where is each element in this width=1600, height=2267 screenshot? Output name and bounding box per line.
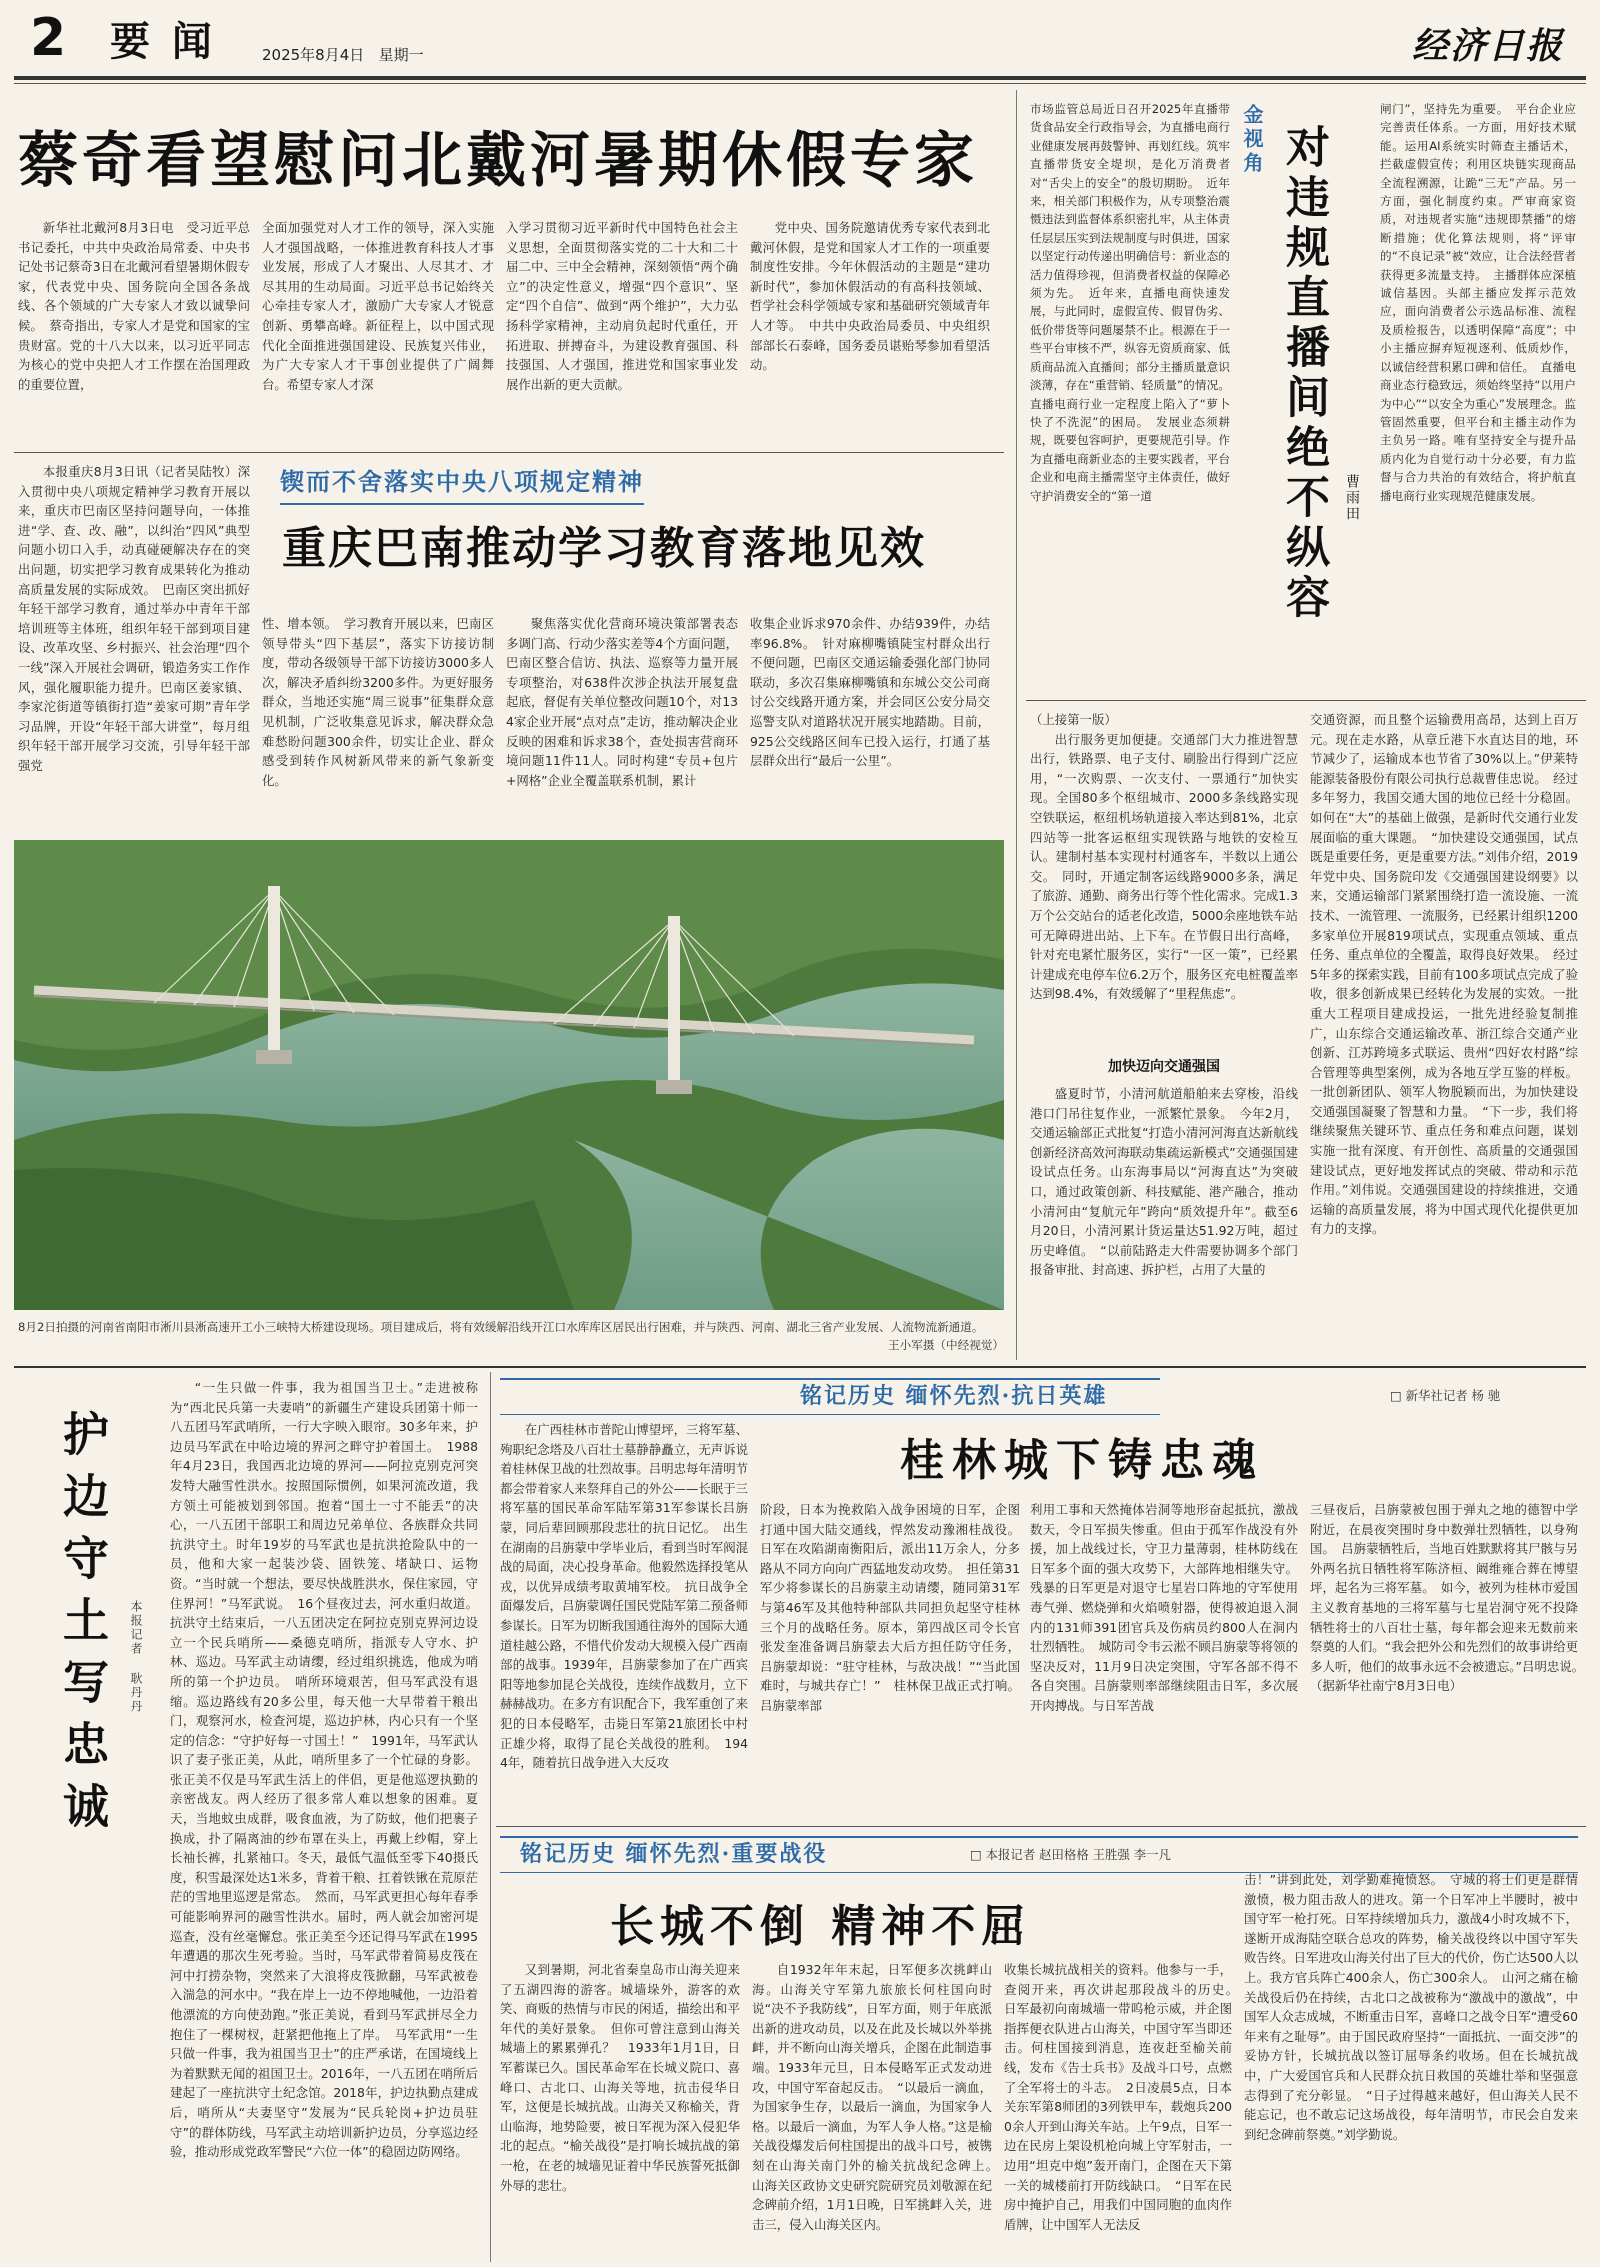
greatwall-col-1: 又到暑期，河北省秦皇岛市山海关迎来了五湖四海的游客。城墙垛外，游客的欢笑、商贩的热情与市民的闲适，描绘出和平年代的美好景象。 但你可曾注意到山海关城墙上的累累弹孔？ 1933年1月1日，日军蓄谋已久。国民革命军在长城义院口、喜峰口、古北口、山海关等地，抗击侵华日军，这便是长城抗战。山海关又称榆关，背山临海，地势险要，被日军视为深入侵犯华北的起点。“榆关战役”是打响长城抗战的第一枪，在老的城墙见证着中华民族誓死抵御外辱的悲壮。 xyxy=(500,1962,740,2193)
greatwall-col-4: 击！”讲到此处，刘学勤难掩愤怒。 守城的将士们更是群情激愤，极力阻击敌人的进攻。第一个日军冲上半腰时，被中国守军一枪打死。日军持续增加兵力，激战4小时攻城不下，遂断开成海陆空联合总攻的阵势，榆关战役终以中国守军失败告终。日军进攻山海关付出了巨大的代价，伤亡达500人以上。我方官兵阵亡400余人，伤亡300余人。 山河之痛在榆关战役后仍在持续，古北口之战被称为“激战中的激战”，中国军人众志成城，不断重击日军，喜峰口之战令日军“遭受60年来有之耻辱”。由于国民政府坚持“一面抵抗、一面交涉”的妥协方针，长城抗战以签订屈辱条约收场。但在长城抗战中，广大爱国官兵和人民群众抗日救国的英雄壮举和坚强意志得到了充分彰显。 “日子过得越来越好，但山海关人民不能忘记，也不敢忘记这场战役，每年清明节，市民会自发来到纪念碑前祭奠。”刘学勤说。 xyxy=(1244,1872,1578,2142)
chongqing-col-4: 收集企业诉求970余件、办结939件，办结率96.8%。 针对麻柳嘴镇陡宝村群众出行不便问题，巴南区交通运输委强化部门协同联动，多次召集麻柳嘴镇和东城公交公司商讨公交线路开通方案，并会同区公安分局交巡警支队对道路状况开展实地踏勘。目前，925公交线路区间车已投入运行，打通了基层群众出行“最后一公里”。 xyxy=(750,616,990,769)
chongqing-col-2: 性、增本领。 学习教育开展以来，巴南区领导带头“四下基层”，落实下访接访制度，带动各级领导干部下访接访3000多人次，解决矛盾纠纷3200多件。为更好服务群众，当地还实施“周三说事”征集群众意见机制，广泛收集意见诉求，解决群众急难愁盼问题300余件，切实让企业、群众感受到转作风树新风带来的新气象新变化。 xyxy=(262,616,494,788)
transport-col-1b: 盛夏时节，小清河航道船舶来去穿梭，沿线港口门吊往复作业，一派繁忙景象。 今年2月，交通运输部正式批复“打造小清河河海直达新航线 创新经济高效河海联动集疏运新模式”交通强国建设试点任务。山东海事局以“河海直达”为突破口，通过政策创新、科技赋能、港产融合，推动小清河由“复航元年”跨向“质效提升年”。截至6月20日，小清河累计货运量达51.92万吨，超过历史峰值。 “以前陆路走大件需要协调多个部门报备审批、封高速、拆护栏，占用了大量的 xyxy=(1030,1086,1298,1278)
bridge-photo xyxy=(14,840,1004,1310)
guilin-col-2: 阶段，日本为挽救陷入战争困境的日军，企图打通中国大陆交通线，悍然发动豫湘桂战役。日军在攻陷湖南衡阳后，派出11万余人，分多路从不同方向向广西猛地发动攻势。 担任第31军少将参谋长的吕旃蒙主动请缨，随同第31军与第46军及其他特种部队共同担负起坚守桂林三个月的战略任务。原本，第四战区司令长官张发奎准备调吕旃蒙去大后方担任防守任务，吕旃蒙却说：“驻守桂林，与敌决战！”“当此国难时，与城共存亡！” 桂林保卫战正式打响。吕旃蒙率部 xyxy=(760,1502,1020,1713)
greatwall-col-3: 收集长城抗战相关的资料。他参与一手，查阅开来，再次讲起那段战斗的历史。 日军最初向南城墙一带呜枪示威，并企图指挥便衣队进占山海关，中国守军当即还击。何柱国接到消息，连夜赶至榆关前线，发布《告士兵书》及战斗口号，点燃了全军将士的斗志。 2日凌晨5点，日本关东军第8师团的3列铁甲车，载炮兵2000余人开到山海关车站。上午9点，日军一边在民房上架设机枪向城上守军射击，一边用“坦克中炮”轰开南门，企图在天下第一关的城楼前打开防线缺口。 “日军在民房中掩护自己，用我们中国同胞的血肉作盾牌，让中国军人无法反 xyxy=(1004,1962,1245,2232)
chongqing-kicker: 锲而不舍落实中央八项规定精神 xyxy=(280,462,644,505)
guilin-col-3: 利用工事和天然掩体岩洞等地形奋起抵抗，激战数天，令日军损失惨重。但由于孤军作战没有外援，加上战线过长，守卫力量薄弱，桂林防线在日军多个面的强大攻势下，大部阵地相继失守。残暴的日军更是对退守七星岩口阵地的守军使用毒气弹、燃烧弹和火焰喷射器，使得被迫退入洞内的131师391团官兵及伤病员约800人在洞内壮烈牺牲。 城防司令韦云淞不顾吕旃蒙等将领的坚决反对，11月9日决定突围，守军各部不得不各自突围。吕旃蒙则率部继续阻击日军，多次展开肉搏战。与日军苦战 xyxy=(1030,1502,1298,1713)
greatwall-kicker-box xyxy=(500,1836,1578,1873)
transport-subhead: 加快迈向交通强国 xyxy=(1108,1059,1220,1075)
lead-headline: 蔡奇看望慰问北戴河暑期休假专家 xyxy=(18,126,978,196)
lead-col-4: 党中央、国务院邀请优秀专家代表到北戴河休假，是党和国家人才工作的一项重要制度性安排。今年休假活动的主题是“建功新时代”，参加休假活动的有高科技领域、哲学社会科学领域专家和基础研究领域青年人才等。 中共中央政治局委员、中央组织部部长石泰峰，国务委员谌贻琴参加看望活动。 xyxy=(750,220,990,373)
date: 2025年8月4日 xyxy=(262,46,365,64)
continued-label: （上接第一版） xyxy=(1030,712,1117,727)
guilin-byline: □ 新华社记者 杨 驰 xyxy=(1390,1388,1501,1403)
guilin-col-1: 在广西桂林市普陀山博望坪，三将军墓、殉职纪念塔及八百壮士墓静静矗立，无声诉说着桂林保卫战的壮烈故事。吕明忠每年清明节都会带着家人来祭拜自己的外公——长眠于三将军墓的国民革命军陆军第31军参谋长吕旃蒙，同后辈回顾那段悲壮的抗日记忆。 出生在湖南的吕旃蒙中学毕业后，看到当时军阀混战的局面，决心投身革命。他毅然选择投笔从戎，以优异成绩考取黄埔军校。 抗日战争全面爆发后，吕旃蒙调任国民党陆军第二预备师参谋长。日军为切断我国通往海外的国际大通道桂越公路，不惜代价发动大规模入侵广西南部的战事。1939年，吕旃蒙参加了在广西宾阳等地参加昆仑关战役，连续作战数月，立下赫赫战功。在多方有识配合下，我军重创了来犯的日本侵略军，击毙日军第21旅团长中村正雄少将，取得了昆仑关战役的胜利。 1944年，随着抗日战争进入大反攻 xyxy=(500,1422,748,1771)
border-reporter xyxy=(128,1600,145,1714)
photo-caption xyxy=(18,1318,1004,1358)
masthead-rule xyxy=(14,76,1586,80)
chongqing-headline: 重庆巴南推动学习教育落地见效 xyxy=(282,523,926,574)
page-number: 2 xyxy=(30,8,67,68)
guilin-kicker-box xyxy=(500,1378,1160,1415)
issue-date xyxy=(262,44,424,65)
commentary-headline: 对违规直播间绝不纵容 xyxy=(1278,124,1329,624)
guilin-col-4: 三昼夜后，吕旃蒙被包围于弹丸之地的德智中学附近，在晨夜突围时身中数弹壮烈牺牲，以身殉国。 吕旃蒙牺牲后，当地百姓默默将其尸骸与另外两名抗日牺牲将军陈济桓、阚维雍合葬在博望坪，起名为三将军墓。 如今，被列为桂林市爱国主义教育基地的三将军墓与七星岩洞守死不投降牺牲将士的八百壮士墓，每年都会迎来无数前来祭奠的人们。“我会把外公和先烈们的故事讲给更多人听，他们的故事永远不会被遗忘。”吕明忠说。 （据新华社南宁8月3日电） xyxy=(1310,1502,1591,1694)
photo-credit: 王小军摄（中经视觉） xyxy=(888,1338,1004,1352)
bridge-illustration xyxy=(14,840,1004,1310)
reporter-label: 本报记者 xyxy=(129,1600,143,1656)
commentary-col-1: 市场监管总局近日召开2025年直播带货食品安全行政指导会，为直播电商行业健康发展再鼓警钟、再划红线。筑牢直播带货安全堤坝，是化万消费者对“舌尖上的安全”的殷切期盼。 近年来，相关部门积极作为，从专项整治震慑违法到监督体系织密扎牢，从主体责任层层压实到法规制度与时俱进，国家以坚定行动传递出明确信号：新业态的活力值得珍视，但消费者权益的保障必须为先。 近年来，直播电商快速发展，与此同时，虚假宣传、假冒伪劣、低价带货等问题屡禁不止。根源在于一些平台审核不严，纵容无资质商家、低质商品流入直播间；部分主播质量意识淡薄，存在“重营销、轻质量”的情况。直播电商行业一定程度上陷入了“萝卜快了不洗泥”的困局。 发展业态须耕规，既要包容呵护，更要规范引导。作为直播电商新业态的主要实践者，平台企业和电商主播需坚守主体责任，做好守护消费安全的“第一道 xyxy=(1030,102,1230,503)
commentary-col-2: 闸门”，坚持先为重要。 平台企业应完善责任体系。一方面，用好技术赋能。运用AI系统实时筛查主播话术，拦截虚假宣传；利用区块链实现商品全流程溯源，让跪“三无”产品。另一方面，强化制度约束。严审商家资质，对违规者实施“违规即禁播”的熔断措施；优化算法规则，将“评审的“不良记录”被“效应，让合法经营者获得更多流量支持。 主播群体应深植诚信基因。头部主播应发挥示范效应，面向消费者公示选品标准、流程及质检报告，以透明保障“高度”；中小主播应摒弃短视逐利、低质炒作，以诚信经营积累口碑和信任。 直播电商业态行稳致远，须始终坚持“以用户为中心”“以安全为重心”发展理念。监管固然重要，但平台和主播主动作为主负另一路。唯有坚持安全与提升品质内化为自觉行动十分必要，有力监督与合力共治的有效结合，将护航直播电商行业实现规范健康发展。 xyxy=(1380,102,1576,503)
transport-col-2: 交通资源，而且整个运输费用高昂，达到上百万元。现在走水路，从章丘港下水直达目的地，环节减少了，运输成本也节省了30%以上。”伊莱特能源装备股份有限公司执行总裁曹佳忠说。 经过多年努力，我国交通大国的地位已经十分稳固。如何在“大”的基础上做强，是新时代交通行业发展面临的重大课题。 “加快建设交通强国，试点既是重要任务，更是重要方法。”刘伟介绍，2019年党中央、国务院印发《交通强国建设纲要》以来，交通运输部门紧紧围绕打造一流设施、一流技术、一流管理、一流服务，已经累计组织1200多家单位开展819项试点，实现重点领域、重点任务、重点单位的全覆盖，取得良好效果。 经过5年多的探索实践，目前有100多项试点完成了验收，很多创新成果已经转化为发展的实效。一批重大工程项目建成投运，一批先进经验复制推广，山东综合交通运输改革、浙江综合交通产业创新、江苏跨境多式联运、贵州“四好农村路”综合管理等典型案例，成为各地互学互鉴的样板。一批创新团队、领军人物脱颖而出，为加快建设交通强国凝聚了智慧和力量。 “下一步，我们将继续聚焦关键环节、重点任务和难点问题，谋划实施一批有深度、有开创性、高质量的交通强国建设试点，更好地发挥试点的突破、带动和示范作用。”刘伟说。交通强国建设的持续推进，交通运输的高质量发展，将为中国式现代化提供更加有力的支撑。 xyxy=(1310,712,1578,1237)
guilin-kicker: 铭记历史 缅怀先烈·抗日英雄 xyxy=(800,1383,1108,1409)
section-title: 要 闻 xyxy=(110,19,216,65)
border-col-1: “一生只做一件事，我为祖国当卫士。”走进被称为“西北民兵第一夫妻哨”的新疆生产建设兵团第十师一八五团马军武哨所，一行大字映入眼帘。30多年来，护边员马军武在中哈边境的界河之畔守护着国土。 1988年4月23日，我国西北边境的界河——阿拉克别克河突发特大融雪性洪水。按照国际惯例，如果河流改道，我方领土可能被划到邻国。抱着“国土一寸不能丢”的决心，一八五团干部职工和周边兄弟单位、各族群众共同抗洪守土。时年19岁的马军武也是抗洪抢险队中的一员，他和大家一起装沙袋、固铁笼、堵缺口、运物资。“当时就一个想法，要尽快战胜洪水，保住家园，守住界河！”马军武说。 16个昼夜过去，河水重归故道。抗洪守土结束后，一八五团决定在阿拉克别克界河边设立一个民兵哨所——桑德克哨所，指派专人守水、护林、巡边。马军武主动请缨，经过组织挑选，他成为哨所的第一个护边员。 哨所环境艰苦，但马军武没有退缩。巡边路线有20多公里，每天他一大早带着干粮出门，观察河水，检查河堤，巡边护林，内心只有一个坚定的信念：“守护好每一寸国土！” 1991年，马军武认识了妻子张正美，从此，哨所里多了一个忙碌的身影。张正美不仅是马军武生活上的伴侣，更是他巡逻执勤的亲密战友。两人经历了很多常人难以想象的困难。夏天，当地蚊虫成群，吸食血液，为了防蚊，他们把裹子换成，扑了隔离油的纱布罩在头上，再戴上纱帽，穿上长袖长裤，扎紧袖口。冬天，最低气温低至零下40摄氏度，积雪最深处达1米多，背着干粮、扛着铁锹在荒原茫茫的雪地里巡逻是常态。 然而，马军武更担心每年春季可能影响界河的融雪性洪水。届时，两人就会加密河堤巡查，没有丝毫懈怠。张正美至今还记得马军武在1995年遭遇的那次生死考验。当时，马军武带着简易皮筏在河中打捞杂物，突然来了大浪将皮筏掀翻，马军武被卷入湍急的河水中。“我在岸上一边不停地喊他，一边沿着他漂流的方向使劲跑。”张正美说，看到马军武拼尽全力抱住了一棵树杈，赶紧把他拖上了岸。 马军武用“一生只做一件事，我为祖国当卫士”的庄严承诺，在国境线上为着默默无闻的祖国卫士。2016年，一八五团在哨所后建起了一座抗洪守土纪念馆。2018年，护边执勤点建成后，哨所从“夫妻坚守”发展为“民兵轮岗+护边员驻守”的群体防线，马军武主动培训新护边员，分享巡边经验，推动形成党政军警民“六位一体”的稳固边防网络。 xyxy=(170,1380,478,2160)
commentary-author: 曹雨田 xyxy=(1344,474,1360,522)
lead-col-3: 入学习贯彻习近平新时代中国特色社会主义思想，全面贯彻落实党的二十大和二十届二中、三中全会精神，深刻领悟“两个确立”的决定性意义，增强“四个意识”、坚定“四个自信”、做到“两个维护”，大力弘扬科学家精神，主动肩负起时代重任，开拓进取、拼搏奋斗，为建设教育强国、科技强国、人才强国，推进党和国家事业发展作出新的更大贡献。 xyxy=(506,220,738,392)
reporter-name: 耿丹丹 xyxy=(129,1671,143,1714)
lead-col-1: 新华社北戴河8月3日电 受习近平总书记委托，中共中央政治局常委、中央书记处书记蔡奇3日在北戴河看望暑期休假专家，代表党中央、国务院向全国各条战线、各个领域的广大专家人才致以诚挚问候。 蔡奇指出，专家人才是党和国家的宝贵财富。党的十八大以来，以习近平同志为核心的党中央把人才工作摆在治国理政的重要位置， xyxy=(18,220,250,392)
lead-col-2: 全面加强党对人才工作的领导，深入实施人才强国战略，一体推进教育科技人才事业发展，形成了人才聚出、人尽其才、才尽其用的生动局面。习近平总书记始终关心牵挂专家人才，激励广大专家人才锐意创新、勇攀高峰。新征程上，以中国式现代化全面推进强国建设、民族复兴伟业，为广大专家人才干事创业提供了广阔舞台。希望专家人才深 xyxy=(262,220,494,392)
commentary-kicker: 金视角 xyxy=(1240,104,1264,176)
transport-col-1a: （上接第一版） 出行服务更加便捷。交通部门大力推进智慧出行，铁路票、电子支付、刷脸出行得到广泛应用，“一次购票、一次支付、一票通行”加快实现。全国80多个枢纽城市、2000多条线路实现空铁联运，枢纽机场轨道接入率达到81%，北京四站等一批客运枢纽实现铁路与地铁的安检互认。建制村基本实现村村通客车，半数以上通公交。 同时，开通定制客运线路9000多条，满足了旅游、通勤、商务出行等个性化需求。完成1.3万个公交站台的适老化改造，5000余座地铁车站可无障碍进出站、上下车。在节假日出行高峰，针对充电紧忙服务区，实行“一区一策”，已经累计建成充电停车位6.2万个，服务区充电桩覆盖率达到98.4%，有效缓解了“里程焦虑”。 xyxy=(1030,712,1298,1002)
greatwall-byline: □ 本报记者 赵田格格 王胜强 李一凡 xyxy=(970,1847,1171,1862)
weekday: 星期一 xyxy=(378,46,424,64)
chongqing-col-1: 本报重庆8月3日讯（记者吴陆牧）深入贯彻中央八项规定精神学习教育开展以来，重庆市巴南区坚持问题导向，一体推进“学、查、改、融”，以纠治“四风”典型问题小切口入手，动真碰硬解决存在的突出问题，切实把学习教育成果转化为推动高质量发展的实际成效。 巴南区突出抓好年轻干部学习教育，通过举办中青年干部培训班等主体班，组织年轻干部到项目建设、改革攻坚、乡村振兴、社会治理“四个一线”深入开展社会调研，锻造务实工作作风，强化履职能力提升。巴南区姜家镇、李家沱街道等镇街打造“姜家可期”青年学习品牌，开设“年轻干部大讲堂”，每月组织年轻干部开展学习交流，引导年轻干部强党 xyxy=(18,464,250,773)
border-headline: 护边守土写忠诚 xyxy=(56,1410,110,1844)
greatwall-col-2: 自1932年年末起，日军便多次挑衅山海。山海关守军第九旅旅长何柱国向时说“决不予我防线”，日军方面，则于年底派出新的进攻动员，以及在此及长城以外举挑衅，并不断向山海关增兵，企图在此制造事端。1933年元旦，日本侵略军正式发动进攻，中国守军奋起反击。 “以最后一滴血，为国家争生存，以最后一滴血，为国家争人格。以最后一滴血，为军人争人格。”这是榆关战役爆发后何柱国提出的战斗口号，被镌刻在山海关南门外的榆关抗战纪念碑上。 山海关区政协文史研究院研究员刘敬源在纪念碑前介绍，1月1日晚，日军挑衅入关，进击三，侵入山海关区内。 xyxy=(752,1962,1005,2232)
guilin-headline: 桂林城下铸忠魂 xyxy=(900,1435,1264,1486)
caption-text: 8月2日拍摄的河南省南阳市淅川县淅高速开工小三峡特大桥建设现场。项目建成后，将有效缓解沿线开江口水库库区居民出行困难，并与陕西、河南、湖北三省产业发展、人流物流新通道。 xyxy=(18,1320,984,1334)
chongqing-col-3: 聚焦落实优化营商环境决策部署表态多调门高、行动少落实差等4个方面问题，巴南区整合信访、执法、巡察等力量开展专项整治，对638件次涉企执法开展复盘起底，督促有关单位整改问题10个，对134家企业开展“点对点”走访，推动解决企业反映的困难和诉求38个，查处损害营商环境问题11件11人。同时构建“专员+包片+网格”企业全覆盖联系机制，累计 xyxy=(506,616,738,788)
greatwall-headline: 长城不倒 精神不屈 xyxy=(610,1901,1032,1952)
greatwall-kicker: 铭记历史 缅怀先烈·重要战役 xyxy=(520,1841,828,1867)
newspaper-logo: 经济日报 xyxy=(1411,25,1564,67)
